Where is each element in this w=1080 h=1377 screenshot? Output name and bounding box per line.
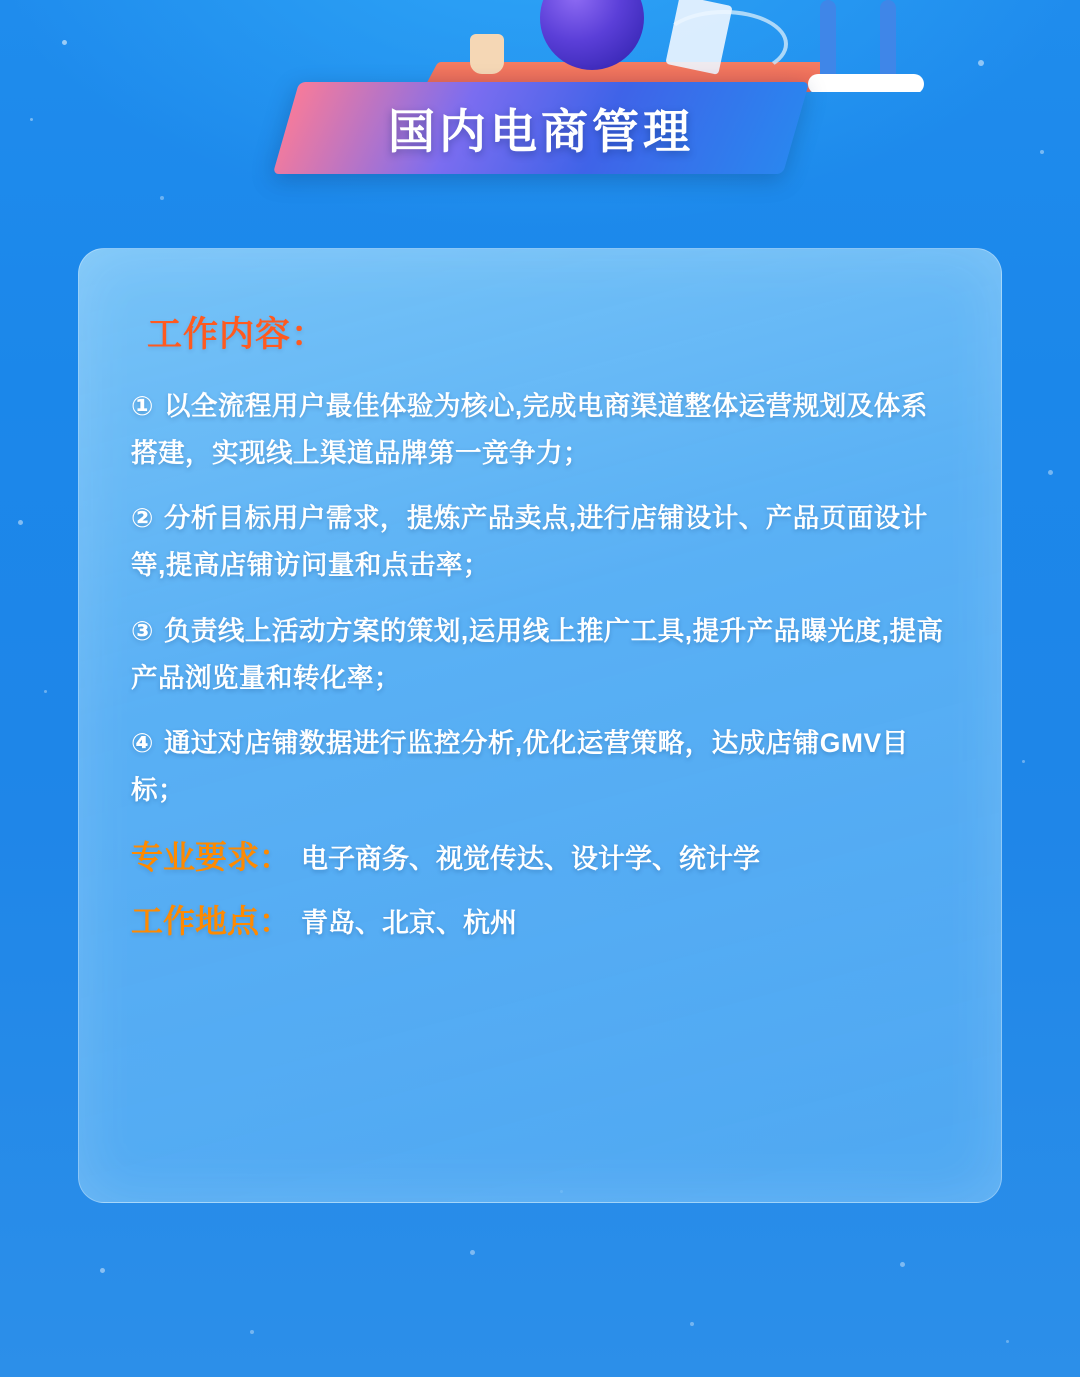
title-banner [273,82,809,174]
job-description-card [78,248,1002,1203]
duty-item [131,720,949,814]
work-location-value: 青岛、北京、杭州 [301,908,518,939]
duty-number: ① [131,391,154,421]
hero-illustration [0,0,1080,92]
major-requirement-value: 电子商务、视觉传达、设计学、统计学 [301,844,761,875]
section-heading-duties: 工作内容： [147,315,328,354]
duty-item [131,608,949,702]
sphere-illustration [540,0,644,70]
duty-number: ③ [131,615,154,646]
duty-number: ④ [131,727,154,758]
major-requirement-label: 专业要求： [131,839,292,876]
duty-text: 通过对店铺数据进行监控分析,优化运营策略，达成店铺GMV目标； [131,727,909,806]
cup-illustration [470,34,504,74]
person-shoe-illustration [808,74,924,92]
duty-text: 分析目标用户需求，提炼产品卖点,进行店铺设计、产品页面设计等,提高店铺访问量和点击率； [131,503,928,581]
work-location-label: 工作地点： [131,903,292,940]
duty-item [131,495,949,589]
duty-item [131,383,949,477]
duty-number: ② [131,503,154,534]
page-title: 国内电商管理 [388,104,694,158]
duty-text: 以全流程用户最佳体验为核心,完成电商渠道整体运营规划及体系搭建，实现线上渠道品牌第一竞争力； [131,391,928,469]
major-requirement-row [131,832,949,878]
work-location-row [131,896,949,942]
duty-text: 负责线上活动方案的策划,运用线上推广工具,提升产品曝光度,提高产品浏览量和转化率； [131,615,944,693]
